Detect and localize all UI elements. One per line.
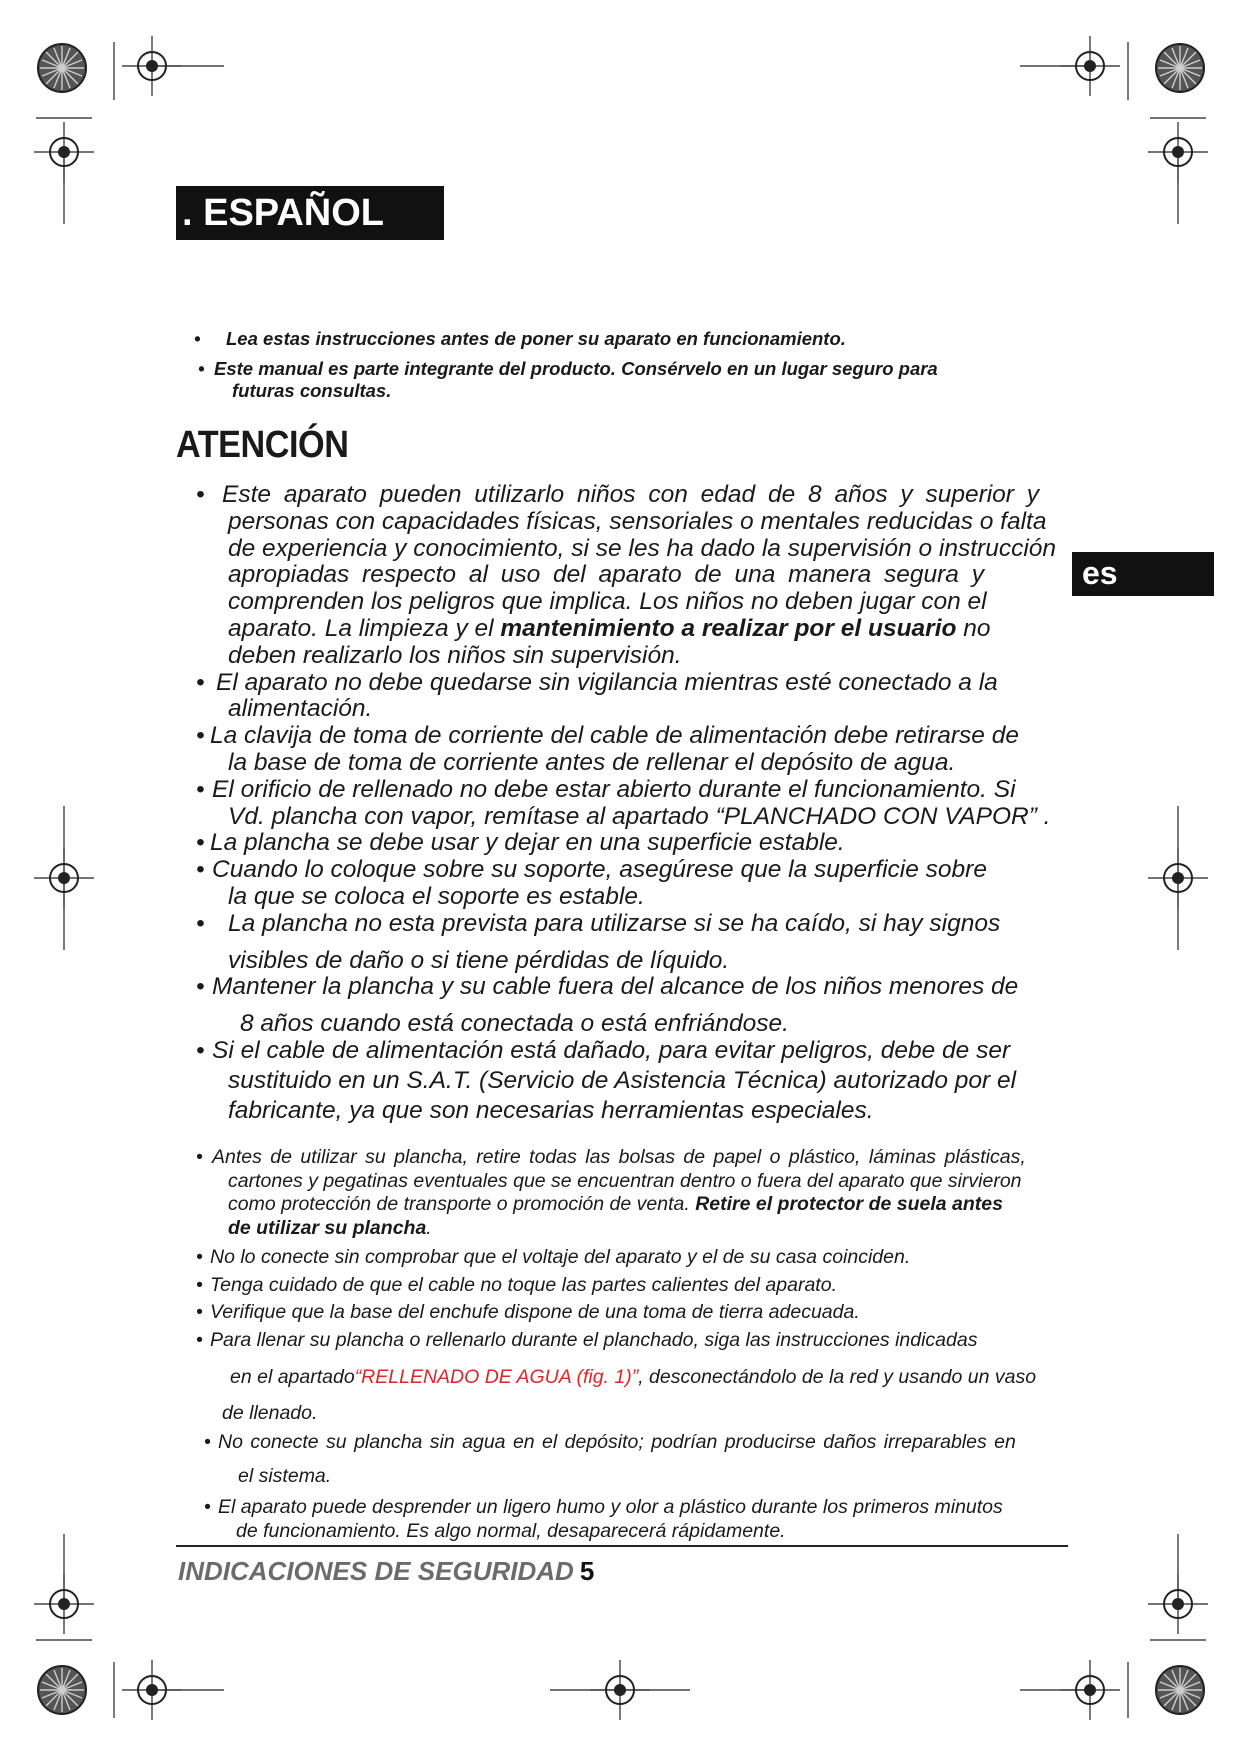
bullet: •: [194, 328, 201, 349]
bullet: •: [196, 668, 205, 696]
warning-line: Si el cable de alimentación está dañado, para evitar peligros, debe de ser: [212, 1036, 1011, 1064]
bullet: •: [196, 829, 205, 857]
note-line: No lo conecte sin comprobar que el voltaje del aparato y el de su casa coinciden.: [210, 1246, 911, 1268]
language-header: [176, 186, 444, 240]
warning-item: [196, 857, 1076, 911]
warning-line: Este aparato pueden utilizarlo niños con edad de 8 años y superior y: [222, 481, 1040, 508]
warning-line: Mantener la plancha y su cable fuera del alcance de los niños menores de: [212, 973, 1019, 1001]
warning-item: [196, 974, 1076, 1038]
warning-line: apropiadas respecto al uso del aparato de una manera segura y: [228, 561, 984, 589]
note-item: [196, 1301, 1096, 1325]
page-number: 5: [579, 1556, 595, 1586]
intro-note-text: Este manual es parte integrante del producto. Consérvelo en un lugar seguro para: [214, 358, 938, 379]
bullet: •: [196, 1146, 203, 1168]
warning-line: El orificio de rellenado no debe estar abierto durante el funcionamiento. Si: [212, 775, 1016, 803]
note-line: El aparato puede desprender un ligero humo y olor a plástico durante los primeros minutos: [218, 1496, 1003, 1518]
warning-text: no: [956, 614, 991, 642]
note-line: Tenga cuidado de que el cable no toque las partes calientes del aparato.: [210, 1273, 837, 1296]
warning-line: la base de toma de corriente antes de rellenar el depósito de agua.: [228, 748, 956, 776]
note-line: [228, 1217, 1096, 1241]
bullet: •: [196, 775, 205, 803]
warning-line: La plancha no esta prevista para utilizarse si se ha caído, si hay signos: [228, 909, 1001, 937]
bullet: •: [196, 909, 205, 937]
warning-line: Vd. plancha con vapor, remítase al apartado “PLANCHADO CON VAPOR” .: [228, 802, 1051, 830]
note-item: [196, 1146, 1096, 1240]
warning-line: alimentación.: [228, 695, 373, 723]
warning-line: de experiencia y conocimiento, si se les ha dado la supervisión o instrucción: [228, 534, 1057, 562]
note-text: en el apartado: [230, 1366, 355, 1388]
warning-line: La plancha se debe usar y dejar en una superficie estable.: [210, 829, 845, 857]
note-line: el sistema.: [238, 1464, 332, 1487]
note-line: [228, 1193, 1096, 1217]
safety-warnings: [196, 482, 1076, 1124]
note-line: de llenado.: [222, 1401, 318, 1424]
footer-section-title: INDICACIONES DE SEGURIDAD: [178, 1556, 574, 1586]
bullet: •: [196, 1273, 203, 1296]
note-line: No conecte su plancha sin agua en el depósito; podrían producirse daños irreparables en: [218, 1431, 1016, 1453]
warning-item: [196, 911, 1076, 975]
note-emphasis: de utilizar su plancha: [228, 1216, 427, 1239]
note-line: Verifique que la base del enchufe dispone de una toma de tierra adecuada.: [210, 1301, 860, 1323]
bullet: •: [198, 358, 205, 379]
warning-line: visibles de daño o si tiene pérdidas de líquido.: [228, 946, 730, 974]
corner-star-icon: [38, 1666, 86, 1714]
corner-star-icon: [38, 44, 86, 92]
bullet: •: [196, 1301, 203, 1323]
warning-item: [196, 1038, 1076, 1124]
intro-notes: [190, 328, 1070, 410]
bullet: •: [196, 973, 205, 1001]
attention-heading: ATENCIÓN: [176, 424, 349, 466]
footer-divider: [176, 1545, 1068, 1547]
warning-item: [196, 830, 1076, 857]
warning-line: deben realizarlo los niños sin supervisión.: [228, 641, 682, 669]
warning-line: Cuando lo coloque sobre su soporte, asegúrese que la superficie sobre: [212, 856, 987, 884]
page-footer: [178, 1556, 594, 1587]
intro-note-text: Lea estas instrucciones antes de poner su aparato en funcionamiento.: [226, 328, 846, 349]
note-text: .: [426, 1216, 432, 1239]
warning-line: La clavija de toma de corriente del cable de alimentación debe retirarse de: [210, 722, 1019, 750]
warning-line: fabricante, ya que son necesarias herramientas especiales.: [228, 1096, 874, 1124]
warning-item: [196, 670, 1076, 724]
note-item: [204, 1431, 1096, 1488]
note-item: [196, 1274, 1096, 1298]
intro-note-continuation: futuras consultas.: [232, 380, 392, 401]
note-line: cartones y pegatinas eventuales que se encuentran dentro o fuera del aparato que sirvieron: [228, 1169, 1022, 1192]
warning-item: [196, 482, 1076, 670]
intro-note: [190, 358, 1070, 402]
note-item: [196, 1246, 1096, 1270]
note-line: Antes de utilizar su plancha, retire todas las bolsas de papel o plástico, láminas plásticas,: [212, 1146, 1026, 1168]
intro-note: [190, 328, 1070, 350]
corner-star-icon: [1156, 44, 1204, 92]
warning-line: [228, 616, 1076, 643]
bullet: •: [196, 481, 205, 508]
note-text: como protección de transporte o promoción de venta.: [228, 1193, 696, 1215]
bullet: •: [204, 1431, 211, 1453]
corner-star-icon: [1156, 1666, 1204, 1714]
note-emphasis: Retire el protector de suela antes: [695, 1193, 1003, 1215]
note-item: [196, 1329, 1096, 1426]
warning-item: [196, 777, 1076, 831]
warning-emphasis: mantenimiento a realizar por el usuario: [500, 614, 957, 642]
warning-line: 8 años cuando está conectada o está enfriándose.: [240, 1010, 789, 1038]
cross-reference-link[interactable]: “RELLENADO DE AGUA (fig. 1)”: [354, 1366, 639, 1388]
bullet: •: [196, 1036, 205, 1064]
bullet: •: [196, 1246, 203, 1268]
note-item: [204, 1496, 1096, 1543]
additional-notes: [196, 1146, 1096, 1543]
warning-text: aparato. La limpieza y el: [228, 614, 501, 642]
warning-item: [196, 723, 1076, 777]
note-line: Para llenar su plancha o rellenarlo durante el planchado, siga las instrucciones indicadas: [210, 1328, 978, 1351]
language-side-tab: [1072, 552, 1214, 596]
note-line: [230, 1366, 1096, 1390]
bullet: •: [196, 1328, 203, 1351]
warning-line: comprenden los peligros que implica. Los niños no deben jugar con el: [228, 588, 987, 616]
bullet: •: [204, 1496, 211, 1518]
bullet: •: [196, 722, 205, 750]
note-line: de funcionamiento. Es algo normal, desaparecerá rápidamente.: [236, 1519, 786, 1542]
bullet: •: [196, 856, 205, 884]
note-text: , desconectándolo de la red y usando un vaso: [638, 1366, 1037, 1388]
warning-line: la que se coloca el soporte es estable.: [228, 882, 645, 910]
warning-line: El aparato no debe quedarse sin vigilancia mientras esté conectado a la: [216, 668, 998, 696]
language-side-tab-label: es: [1082, 555, 1118, 591]
language-header-label: . ESPAÑOL: [182, 192, 384, 234]
warning-line: sustituido en un S.A.T. (Servicio de Asistencia Técnica) autorizado por el: [228, 1066, 1017, 1094]
warning-line: personas con capacidades físicas, sensoriales o mentales reducidas o falta: [228, 507, 1047, 535]
